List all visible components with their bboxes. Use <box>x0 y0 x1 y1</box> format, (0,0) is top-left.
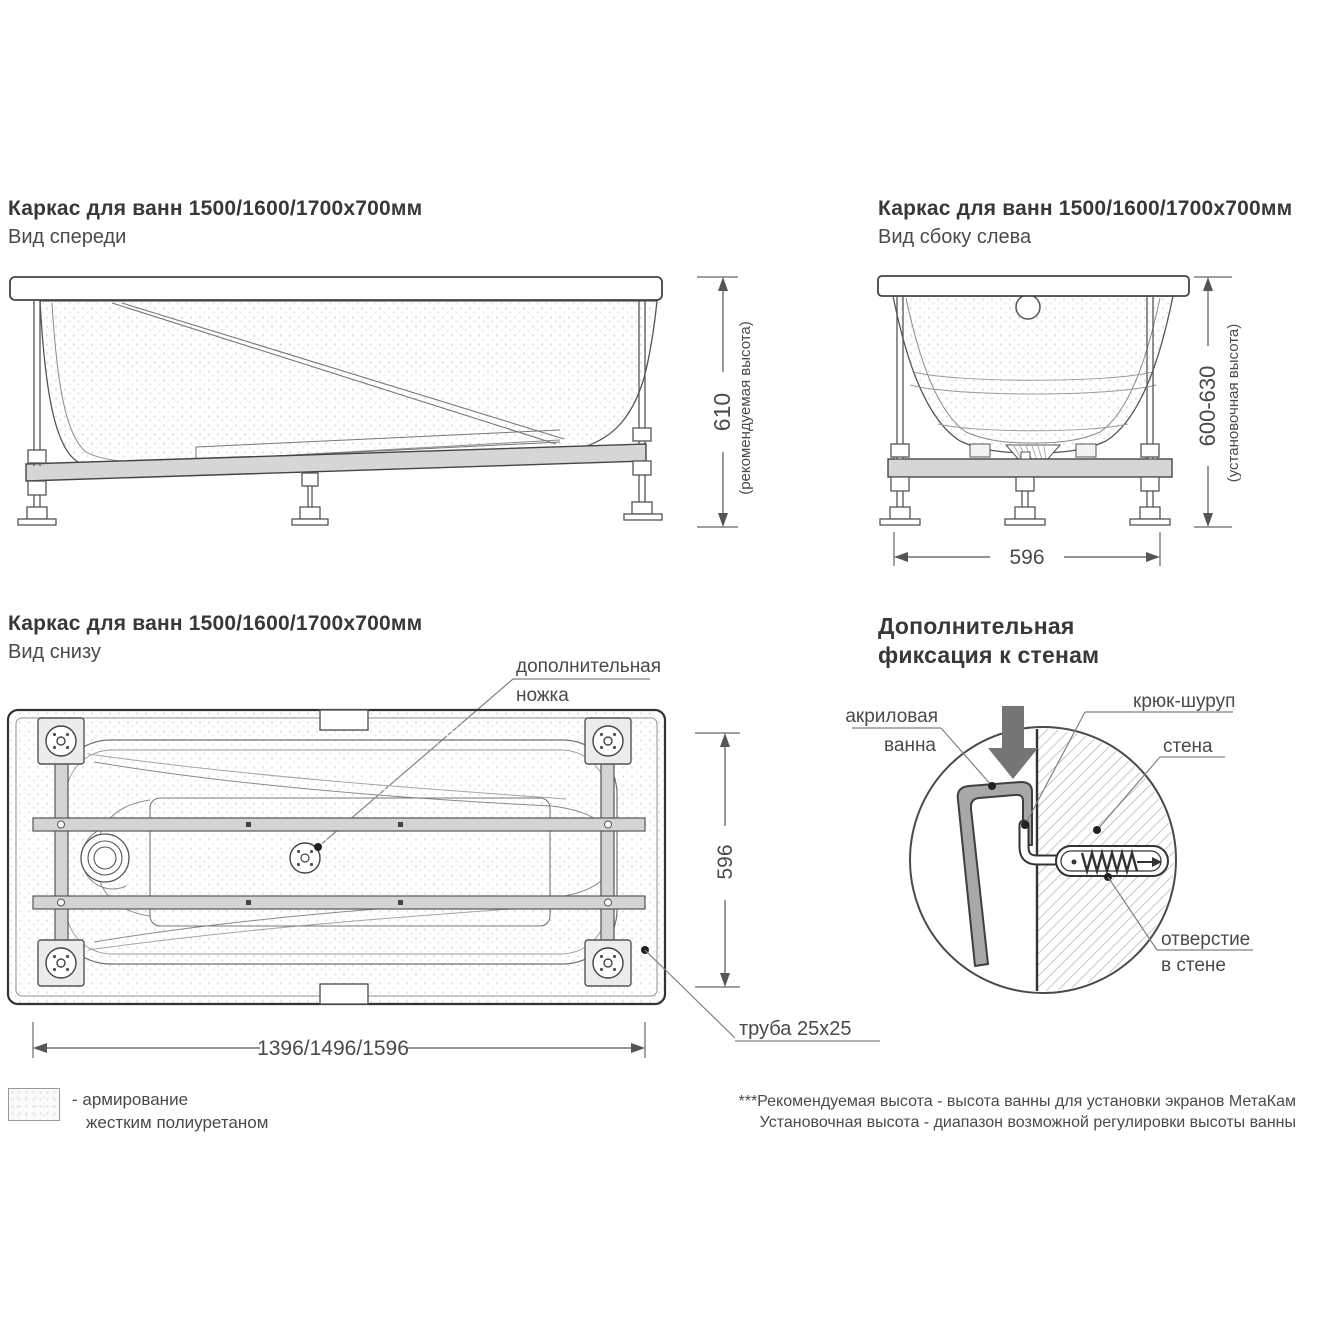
bottom-dimension-depth <box>695 733 740 987</box>
label-wall-hole-line2: в стене <box>1161 955 1226 976</box>
fixation-title-line2: фиксация к стенам <box>878 642 1100 668</box>
side-frame-rail <box>888 452 1172 477</box>
legend-text <box>72 1088 268 1134</box>
footnote-line2: Установочная высота - диапазон возможной регулировки высоты ванны <box>759 1114 1296 1131</box>
label-hook-screw: крюк-шуруп <box>1133 691 1236 712</box>
label-wall-hole-line1: отверстие <box>1161 929 1251 950</box>
front-dim-note: (рекомендуемая высота) <box>737 321 754 495</box>
front-dimension-height <box>697 277 754 527</box>
side-dim-note: (установочная высота) <box>1225 323 1242 483</box>
side-view-header <box>878 197 1292 249</box>
legend-line2: жестким полиуретаном <box>86 1113 269 1132</box>
front-view-header <box>8 197 422 249</box>
side-dimension-width <box>894 532 1160 569</box>
bottom-view-title: Каркас для ванн 1500/1600/1700x700мм <box>8 612 423 635</box>
side-dimension-height <box>1194 277 1242 527</box>
wall-anchor <box>1056 846 1168 876</box>
side-tub-body <box>893 295 1173 453</box>
side-dim-width-value: 596 <box>1009 546 1045 569</box>
front-view-drawing <box>0 255 800 545</box>
bottom-view-drawing <box>0 640 900 1070</box>
front-tub-rim <box>10 277 662 300</box>
side-view-title: Каркас для ванн 1500/1600/1700x700мм <box>878 197 1293 220</box>
label-acrylic-bath-line2: ванна <box>884 735 936 756</box>
callout-leg-line2: ножка <box>516 685 569 706</box>
fixation-header <box>878 612 1099 670</box>
legend <box>8 1088 268 1134</box>
front-view-title: Каркас для ванн 1500/1600/1700x700мм <box>8 197 423 220</box>
side-view-subtitle: Вид сбоку слева <box>878 226 1032 248</box>
label-acrylic-bath-line1: акриловая <box>845 706 938 727</box>
side-dim-value: 600-630 <box>1195 365 1220 447</box>
footnote-line1: ***Рекомендуемая высота - высота ванны для установки экранов МетаКам <box>738 1093 1296 1110</box>
bottom-dim-length-value: 1396/1496/1596 <box>257 1037 409 1060</box>
legend-line1: - армирование <box>72 1090 189 1109</box>
bottom-dimension-length <box>33 1022 645 1060</box>
side-view-drawing <box>855 255 1336 585</box>
fixation-title-line1: Дополнительная <box>878 613 1075 639</box>
bottom-view-subtitle: Вид снизу <box>8 641 101 663</box>
front-view-subtitle: Вид спереди <box>8 226 127 248</box>
callout-leg-line1: дополнительная <box>516 656 662 677</box>
overflow-hole <box>1016 295 1040 319</box>
fixation-detail-drawing <box>820 690 1336 1000</box>
legend-reinforcement-swatch <box>8 1088 60 1121</box>
callout-tube-label: труба 25x25 <box>739 1018 852 1040</box>
side-tub-rim <box>878 276 1189 296</box>
footnote <box>696 1091 1296 1133</box>
front-dim-value: 610 <box>709 392 735 432</box>
front-tub-body <box>40 301 657 471</box>
bottom-dim-depth-value: 596 <box>714 844 737 880</box>
label-wall: стена <box>1163 736 1213 757</box>
